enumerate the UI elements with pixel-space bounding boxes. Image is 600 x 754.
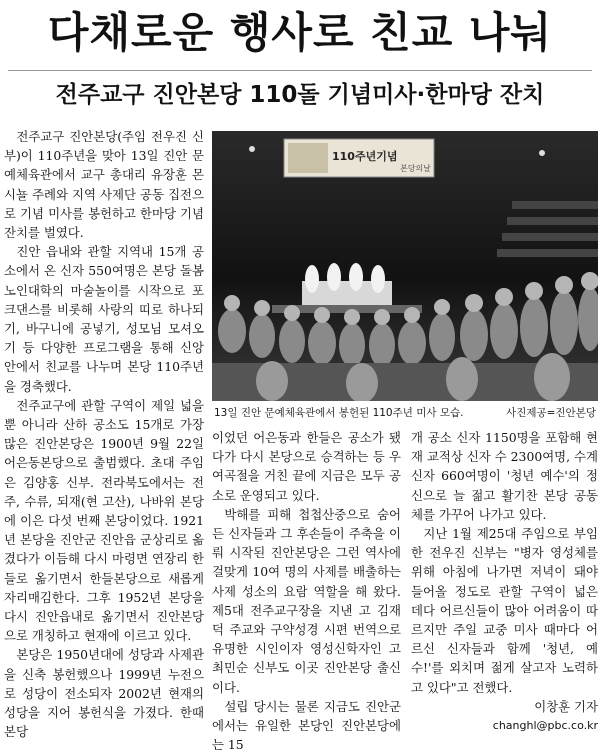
article-column-2: [212, 428, 401, 754]
paragraph: 지난 1월 제25대 주임으로 부임한 전우진 신부는 "병자 영성체를 위해 아침에 나가면 저녁이 돼야 들어올 정도로 관할 구역이 넓은 데다 어르신들이 많아 어려움이 따르지만 주일 교중 미사 때마다 어르신 신자들과 함께 '청년, 예수!'를 외치며 젊게 살고자 노력하고 있다"고 전했다.: [411, 526, 598, 695]
banner-text: 110주년기념: [332, 150, 398, 163]
paragraph: 본당은 1950년대에 성당과 사제관을 신축 봉헌했으나 1999년 누전으로 성당이 전소되자 2002년 현재의 성당을 지어 봉헌식을 가졌다. 한때 본당: [4, 647, 204, 740]
paragraph: 전주교구에 관할 구역이 제일 넓을 뿐 아니라 산하 공소도 15개로 가장 많은 진안본당은 1900년 9월 22일 어은동본당으로 출범했다. 초대 주임은 김양홍 신부. 전라북도에서는 전주, 수류, 되재(현 고산), 나바위 본당에 이은 다섯 번째 본당이었다. 1921년 본당을 진안군 진안읍 군상리로 옮겼다가 이듬해 다시 마령면 연장리 한들로 옮기면서 한들본당으로 새롭게 자리매김한다. 그후 1952년 본당을 다시 진안읍내로 옮기면서 진안본당으로 개칭하고 현재에 이르고 있다.: [4, 397, 204, 644]
paragraph: 박해를 피해 첩첩산중으로 숨어든 신자들과 그 후손들이 주축을 이뤄 시작된 진안본당은 그런 역사에 걸맞게 10여 명의 사제를 배출하는 사제 성소의 요람 역할을 해 왔다. 제5대 전주교구장을 지낸 고 김재덕 주교와 구약성경 시편 번역으로 유명한 시인이자 영성신학자인 고 최민순 신부도 이곳 진안본당 출신이다.: [212, 506, 401, 695]
byline: 이창훈 기자: [534, 698, 598, 714]
paragraph: 이었던 어은동과 한들은 공소가 됐다가 다시 본당으로 승격하는 등 우여곡절을 거친 끝에 지금은 모두 공소로 운영되고 있다.: [212, 430, 401, 503]
author-email[interactable]: changhl@pbc.co.kr: [492, 719, 598, 733]
caption-text: 13일 진안 문예체육관에서 봉헌된 110주년 미사 모습.: [214, 407, 464, 419]
paragraph: 설립 당시는 물론 지금도 진안군에서는 유일한 본당인 진안본당에는 15: [212, 698, 401, 753]
paragraph: 전주교구 진안본당(주임 전우진 신부)이 110주년을 맞아 13일 진안 문예체육관에서 교구 총대리 유장훈 몬시뇰 주례와 지역 사제단 공동 집전으로 기념 미사를 봉헌하고 한마당 기념 잔치를 벌였다.: [4, 129, 204, 241]
headline: 다채로운 행사로 친교 나눠: [47, 8, 553, 57]
article-column-3: [411, 428, 598, 735]
paragraph: 진안 읍내와 관할 지역내 15개 공소에서 온 신자 550여명은 본당 돌봄 노인대학의 마술놀이를 시작으로 포크댄스를 비롯해 사랑의 띠로 하나되기, 바구니에 공넣기, 성모님 모셔오기 등 다양한 프로그램을 통해 신앙 안에서 친교를 나누며 본당 110주년을 경축했다.: [4, 244, 204, 394]
article-column-1: [4, 127, 204, 742]
banner-text-sub: 본당의날: [400, 164, 431, 173]
photo-caption: [212, 404, 598, 422]
subheadline: 전주교구 진안본당 110돌 기념미사·한마당 잔치: [55, 82, 545, 108]
divider: [8, 70, 592, 71]
photo-credit: 사진제공=진안본당: [506, 407, 596, 419]
mass-photo: [212, 131, 598, 401]
paragraph: 개 공소 신자 1150명을 포함해 현재 교적상 신자 수 2300여명, 수계신자 660여명이 '청년 예수'의 정신으로 늘 젊고 활기찬 본당 공동체를 가꾸어 나가고 있다.: [411, 430, 598, 522]
